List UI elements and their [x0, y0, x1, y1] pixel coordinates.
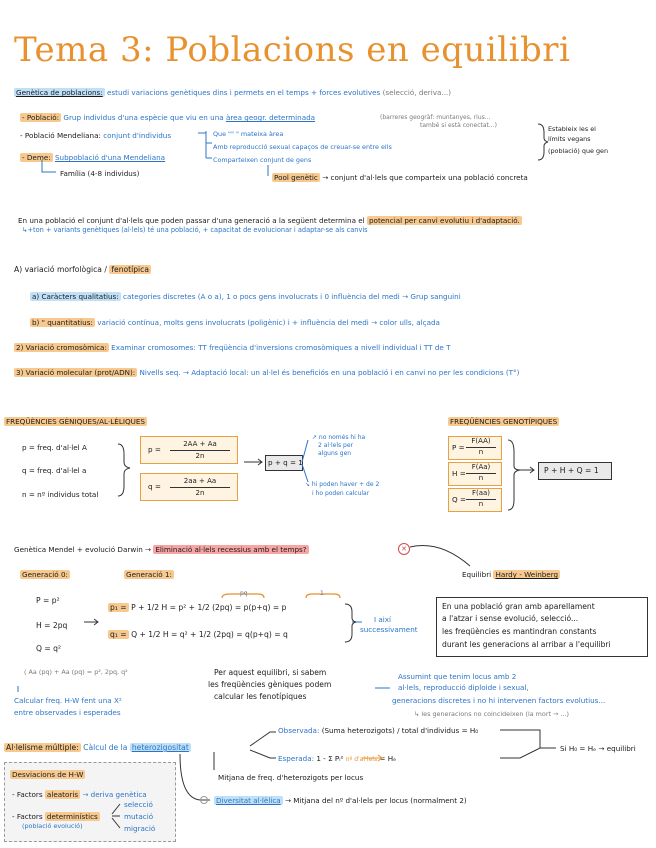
equilibri-label: Equilibri	[462, 570, 492, 579]
cross-mark-icon: ✕	[398, 543, 410, 555]
qualitatius-label: a) Caràcters qualitatius:	[32, 292, 119, 301]
mendel-bullet-3: Comparteixen conjunt de gens	[213, 156, 312, 164]
factors-determ-label: - Factors	[12, 812, 43, 821]
p-equals: p =	[148, 445, 161, 454]
q-numerator: 2aa + Aa	[183, 477, 217, 485]
p-denominator: 2n	[195, 452, 205, 460]
successivament-label: successivament	[360, 625, 418, 634]
molecular-label: 3) Variació molecular (prot/ADN):	[16, 368, 136, 377]
freq-geniques-heading: FREQÜÈNCIES GÈNIQUES/AL·LÈLIQUES	[6, 417, 145, 426]
p-plus-q: p + q = 1	[268, 458, 303, 467]
Q-equals: Q =	[452, 495, 466, 504]
molecular-text: Nivells seq. → Adaptació local: un al·lel és beneficiós en una població i en canvi no per les condicions (T°)	[139, 368, 520, 377]
P-denominator: n	[478, 448, 484, 456]
familia-label: Família (4-8 individus)	[60, 169, 140, 178]
pq-overbrace-label: pq	[240, 590, 248, 597]
esperada-note: nº d'al·lels	[345, 756, 378, 763]
per-aquest-line-2: les freqüències gèniques podem	[208, 680, 332, 689]
H-equals: H =	[452, 469, 466, 478]
heterozigositat-label: heterozigositat	[131, 743, 189, 752]
mitjana-heterozigots: Mitjana de freq. d'heterozigots per locus	[218, 773, 364, 782]
deme-label: - Deme:	[22, 153, 51, 162]
p-definition: p = freq. d'al·lel A	[22, 443, 87, 452]
allelisme-text: Càlcul de la	[83, 743, 128, 752]
Q-numerator: F(aa)	[471, 489, 491, 497]
condition-line-2: al·lels, reproducció diploide i sexual,	[398, 683, 529, 692]
poblacio-label: - Població:	[22, 113, 60, 122]
pool-text: → conjunt d'al·lels que comparteix una població concreta	[322, 173, 528, 182]
diversitat-text: → Mitjana del nº d'al·lels per locus (normalment 2)	[284, 796, 467, 805]
factor-mutacio: mutació	[124, 812, 154, 821]
qualitatius-text: categories discretes (A o a), 1 o pocs gens involucrats i 0 influència del medi → Grup sanguini	[123, 292, 461, 301]
allelisme-label: Al·lelisme múltiple:	[6, 743, 79, 752]
factor-migracio: migració	[124, 824, 156, 833]
condition-line-4: ↳ les generacions no coincideixen (la mort → ...)	[414, 710, 569, 718]
genetica-poblacions-heading: Genètica de poblacions:	[16, 88, 103, 97]
cromosomica-text: Examinar cromosomes: TT freqüència d'inversions cromosòmiques a nivell individual i TT de T	[111, 343, 451, 352]
genetica-poblacions-text: estudi variacions genètiques dins i permets en el temps + forces evolutives	[106, 88, 381, 97]
condition-line-1: Assumint que tenim locus amb 2	[398, 672, 517, 681]
one-overbrace-label: 1	[320, 590, 324, 597]
cromosomica-label: 2) Variació cromosòmica:	[16, 343, 107, 352]
potencial-text: En una població el conjunt d'al·lels que poden passar d'una generació a la següent determina el	[18, 216, 365, 225]
potencial-highlight: potencial per canvi evolutiu i d'adaptació.	[368, 216, 520, 225]
darwin-intro: Genètica Mendel + evolució Darwin →	[14, 545, 152, 554]
poblacio-text: Grup individus d'una espècie que viu en una	[63, 113, 224, 122]
deme-text: Subpoblació d'una Mendeliana	[54, 153, 166, 162]
q1-label: q₁ =	[110, 630, 127, 639]
mendel-text: conjunt d'individus	[103, 131, 172, 140]
desviacions-heading: Desviacions de H-W	[12, 770, 84, 779]
factors-aleatoris-result: → deriva genètica	[82, 790, 147, 799]
Q-denominator: n	[478, 500, 484, 508]
observada-label: Observada:	[278, 726, 320, 735]
freq-genotipiques-heading: FREQÜÈNCIES GENOTÍPIQUES	[450, 417, 558, 426]
diversitat-label: Diversitat al·lèlica	[216, 796, 281, 805]
mendel-bullet-2: Amb reproducció sexual capaços de creuar-se entre ells	[213, 143, 392, 151]
H-numerator: F(Aa)	[471, 463, 491, 471]
mendel-label: - Població Mendeliana:	[20, 131, 101, 140]
per-aquest-line-3: calcular les fenotípiques	[214, 692, 307, 701]
genetica-poblacions-note: (selecció, deriva...)	[382, 88, 452, 97]
equilibri-box-line-1: En una població gran amb aparellament	[442, 602, 595, 611]
darwin-question: Eliminació al·lels recessius amb el temps?	[155, 545, 307, 554]
q-definition: q = freq. d'al·lel a	[22, 466, 87, 475]
n-definition: n = nº individus total	[22, 490, 99, 499]
allels-note-2: 2 al·lels per	[318, 442, 354, 449]
poblacio-note-1: (barreres geogràf: muntanyes, rius...	[380, 114, 491, 121]
p-numerator: 2AA + Aa	[183, 440, 217, 448]
aixi-label: I així	[374, 615, 392, 624]
equilibri-condition: Si H₀ = Hₑ → equilibri	[560, 744, 636, 753]
H-denominator: n	[478, 474, 484, 482]
q-equals: q =	[148, 482, 161, 491]
gen0-sum-note: ( Aa (pq) + Aa (pq) = p², 2pq, q²	[24, 668, 128, 676]
P-equals: P =	[452, 443, 465, 452]
factors-aleatoris-hl: aleatoris	[46, 790, 79, 799]
q1-formula: Q + 1/2 H = q² + 1/2 (2pq) = q(p+q) = q	[131, 630, 288, 639]
hardy-weinberg-label: Hardy - Weinberg	[495, 570, 559, 579]
PHQ-sum: P + H + Q = 1	[544, 466, 599, 475]
poblacio-note-2: també si està conectat...)	[420, 122, 497, 129]
equilibri-box-line-2: a l'atzar i sense evolució, selecció...	[442, 614, 579, 623]
mendel-bullet-1: Que "" " mateixa àrea	[213, 130, 284, 138]
per-aquest-line-1: Per aquest equilibri, si sabem	[214, 668, 327, 677]
Q0-formula: Q = q²	[36, 644, 62, 653]
observada-text: (Suma heterozigots) / total d'individus = H₀	[321, 726, 479, 735]
factors-determ-hl: determinístics	[46, 812, 98, 821]
P0-formula: P = p²	[36, 596, 60, 605]
P-numerator: F(AA)	[471, 437, 491, 445]
calcular-line-1: Calcular freq. H-W fent una X²	[14, 696, 122, 705]
p1-formula: P + 1/2 H = p² + 1/2 (2pq) = p(p+q) = p	[131, 603, 287, 612]
p1-label: p₁ =	[110, 603, 127, 612]
potencial-subline: ↳+ton + variants genètiques (al·lels) té una població, + capacitat de evolucionar i adaptar-se als canvis	[22, 226, 368, 234]
factors-aleatoris-label: - Factors	[12, 790, 43, 799]
allels-note-4: ↘ hi poden haver + de 2	[305, 481, 380, 488]
quantitatius-label: b) " quantitatius:	[32, 318, 93, 327]
H0-formula: H = 2pq	[36, 621, 68, 630]
allels-note-5: i ho poden calcular	[312, 490, 370, 497]
pool-label: Pool genètic	[274, 173, 318, 182]
condition-line-3: generacions discretes i no hi intervenen factors evolutius...	[392, 696, 606, 705]
brace-note-3: (població) que gen	[548, 147, 609, 155]
page-title: Tema 3: Poblacions en equilibri	[14, 30, 571, 70]
esperada-result: = Hₑ	[379, 754, 397, 763]
factors-determ-sub: (població evolució)	[22, 822, 83, 830]
generacio-0-heading: Generació 0:	[22, 570, 68, 579]
brace-note-2: límits vegans	[548, 135, 591, 143]
equilibri-box-line-4: durant les generacions al arribar a l'equilibri	[442, 640, 611, 649]
poblacio-highlight: àrea geogr. determinada	[225, 113, 316, 122]
esperada-label: Esperada:	[278, 754, 315, 763]
calcular-line-2: entre observades i esperades	[14, 708, 121, 717]
quantitatius-text: variació contínua, molts gens involucrats (poligènic) i + influència del medi → color ulls, alçada	[97, 318, 440, 327]
brace-note-1: Estableix les el	[548, 125, 596, 133]
equilibri-box-line-3: les freqüències es mantindran constants	[442, 627, 597, 636]
variacio-heading-hl: fenotípica	[111, 265, 149, 274]
esperada-formula: 1 - Σ Pᵢ²	[316, 754, 344, 763]
allels-note-3: alguns gen	[318, 450, 352, 457]
variacio-heading-text: A) variació morfològica /	[14, 265, 107, 274]
factor-seleccio: selecció	[124, 800, 153, 809]
allels-note-1: ↗ no només hi ha	[312, 434, 366, 441]
generacio-1-heading: Generació 1:	[126, 570, 172, 579]
q-denominator: 2n	[195, 489, 205, 497]
